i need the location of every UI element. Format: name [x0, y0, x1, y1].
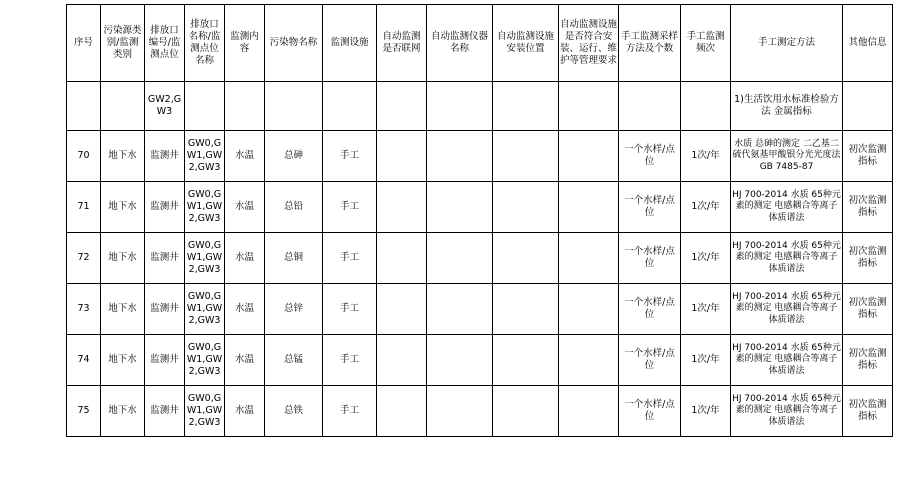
cell-manual-method: 水质 总砷的测定 二乙基二硫代氨基甲酸银分光光度法 GB 7485-87 [731, 131, 843, 182]
cell-auto-compliance [559, 182, 619, 233]
cell-auto-network [377, 284, 427, 335]
cell-auto-network [377, 182, 427, 233]
cell-pollutant-name: 总锰 [265, 335, 323, 386]
cell-other-info: 初次监测指标 [843, 131, 893, 182]
cell-auto-device-name [427, 284, 493, 335]
header-manual-method: 手工测定方法 [731, 5, 843, 82]
cell-source-type: 地下水 [101, 386, 145, 437]
header-manual-sampling: 手工监测采样方法及个数 [619, 5, 681, 82]
cell-outlet-code: GW2,GW3 [145, 82, 185, 131]
table-row [67, 386, 893, 437]
cell-monitor-content: 水温 [225, 131, 265, 182]
cell-auto-compliance [559, 131, 619, 182]
cell-auto-network [377, 131, 427, 182]
cell-auto-network [377, 233, 427, 284]
cell-outlet-name: GW0,GW1,GW2,GW3 [185, 386, 225, 437]
cell-other-info: 初次监测指标 [843, 335, 893, 386]
cell-manual-frequency: 1次/年 [681, 182, 731, 233]
cell-auto-network [377, 386, 427, 437]
cell-auto-compliance [559, 284, 619, 335]
header-source-type: 污染源类别/监测类别 [101, 5, 145, 82]
cell-outlet-name: GW0,GW1,GW2,GW3 [185, 182, 225, 233]
cell-manual-method: HJ 700-2014 水质 65种元素的测定 电感耦合等离子体质谱法 [731, 386, 843, 437]
cell-manual-sampling [619, 82, 681, 131]
cell-outlet-code: 监测井 [145, 284, 185, 335]
cell-manual-frequency: 1次/年 [681, 386, 731, 437]
cell-seq: 73 [67, 284, 101, 335]
cell-seq: 74 [67, 335, 101, 386]
cell-manual-frequency: 1次/年 [681, 233, 731, 284]
cell-monitor-content: 水温 [225, 284, 265, 335]
cell-other-info: 初次监测指标 [843, 386, 893, 437]
cell-pollutant-name [265, 82, 323, 131]
cell-auto-install-position [493, 182, 559, 233]
cell-outlet-code: 监测井 [145, 233, 185, 284]
table-row [67, 82, 893, 131]
cell-monitor-content [225, 82, 265, 131]
cell-pollutant-name: 总铁 [265, 386, 323, 437]
cell-source-type: 地下水 [101, 182, 145, 233]
table-row [67, 182, 893, 233]
header-auto-network: 自动监测是否联网 [377, 5, 427, 82]
cell-monitor-content: 水温 [225, 335, 265, 386]
cell-pollutant-name: 总铅 [265, 182, 323, 233]
header-monitor-facility: 监测设施 [323, 5, 377, 82]
cell-monitor-content: 水温 [225, 386, 265, 437]
cell-auto-install-position [493, 386, 559, 437]
cell-other-info: 初次监测指标 [843, 182, 893, 233]
header-manual-frequency: 手工监测频次 [681, 5, 731, 82]
cell-monitor-content: 水温 [225, 233, 265, 284]
cell-auto-compliance [559, 233, 619, 284]
cell-manual-sampling: 一个水样/点位 [619, 182, 681, 233]
cell-manual-frequency: 1次/年 [681, 131, 731, 182]
table-body [67, 82, 893, 437]
header-monitor-content: 监测内容 [225, 5, 265, 82]
header-outlet-name: 排放口名称/监测点位名称 [185, 5, 225, 82]
cell-seq: 75 [67, 386, 101, 437]
cell-monitor-content: 水温 [225, 182, 265, 233]
cell-manual-method: HJ 700-2014 水质 65种元素的测定 电感耦合等离子体质谱法 [731, 335, 843, 386]
cell-source-type: 地下水 [101, 131, 145, 182]
cell-monitor-facility: 手工 [323, 131, 377, 182]
cell-outlet-name: GW0,GW1,GW2,GW3 [185, 233, 225, 284]
table-header [67, 5, 893, 82]
cell-auto-device-name [427, 182, 493, 233]
cell-outlet-name [185, 82, 225, 131]
table-row [67, 233, 893, 284]
cell-auto-install-position [493, 233, 559, 284]
cell-manual-frequency [681, 82, 731, 131]
cell-auto-network [377, 335, 427, 386]
cell-manual-sampling: 一个水样/点位 [619, 233, 681, 284]
cell-manual-method: 1)生活饮用水标准检验方法 金属指标 [731, 82, 843, 131]
cell-auto-device-name [427, 335, 493, 386]
cell-monitor-facility: 手工 [323, 233, 377, 284]
cell-auto-device-name [427, 233, 493, 284]
cell-auto-compliance [559, 335, 619, 386]
cell-manual-method: HJ 700-2014 水质 65种元素的测定 电感耦合等离子体质谱法 [731, 182, 843, 233]
header-pollutant-name: 污染物名称 [265, 5, 323, 82]
cell-outlet-name: GW0,GW1,GW2,GW3 [185, 284, 225, 335]
cell-pollutant-name: 总砷 [265, 131, 323, 182]
cell-auto-device-name [427, 82, 493, 131]
header-row [67, 5, 893, 82]
cell-source-type: 地下水 [101, 233, 145, 284]
header-auto-compliance: 自动监测设施是否符合安装、运行、维护等管理要求 [559, 5, 619, 82]
cell-auto-install-position [493, 284, 559, 335]
cell-outlet-code: 监测井 [145, 386, 185, 437]
cell-manual-sampling: 一个水样/点位 [619, 335, 681, 386]
cell-manual-sampling: 一个水样/点位 [619, 131, 681, 182]
cell-pollutant-name: 总铜 [265, 233, 323, 284]
cell-monitor-facility: 手工 [323, 182, 377, 233]
cell-manual-method: HJ 700-2014 水质 65种元素的测定 电感耦合等离子体质谱法 [731, 233, 843, 284]
cell-other-info: 初次监测指标 [843, 233, 893, 284]
header-other-info: 其他信息 [843, 5, 893, 82]
cell-source-type [101, 82, 145, 131]
cell-auto-device-name [427, 131, 493, 182]
cell-seq: 70 [67, 131, 101, 182]
cell-auto-compliance [559, 82, 619, 131]
cell-manual-frequency: 1次/年 [681, 335, 731, 386]
cell-manual-sampling: 一个水样/点位 [619, 284, 681, 335]
cell-auto-install-position [493, 82, 559, 131]
monitoring-table [66, 4, 893, 437]
header-auto-device-name: 自动监测仪器名称 [427, 5, 493, 82]
cell-monitor-facility: 手工 [323, 335, 377, 386]
cell-other-info [843, 82, 893, 131]
cell-other-info: 初次监测指标 [843, 284, 893, 335]
cell-manual-sampling: 一个水样/点位 [619, 386, 681, 437]
cell-seq: 72 [67, 233, 101, 284]
cell-monitor-facility: 手工 [323, 284, 377, 335]
header-outlet-code: 排放口编号/监测点位 [145, 5, 185, 82]
table-row [67, 335, 893, 386]
cell-seq [67, 82, 101, 131]
cell-pollutant-name: 总锌 [265, 284, 323, 335]
cell-auto-compliance [559, 386, 619, 437]
cell-auto-network [377, 82, 427, 131]
cell-source-type: 地下水 [101, 284, 145, 335]
cell-auto-install-position [493, 335, 559, 386]
cell-outlet-name: GW0,GW1,GW2,GW3 [185, 335, 225, 386]
cell-outlet-code: 监测井 [145, 182, 185, 233]
cell-manual-frequency: 1次/年 [681, 284, 731, 335]
cell-outlet-name: GW0,GW1,GW2,GW3 [185, 131, 225, 182]
table-row [67, 284, 893, 335]
cell-auto-install-position [493, 131, 559, 182]
cell-outlet-code: 监测井 [145, 131, 185, 182]
cell-monitor-facility [323, 82, 377, 131]
header-seq: 序号 [67, 5, 101, 82]
header-auto-install-position: 自动监测设施安装位置 [493, 5, 559, 82]
cell-seq: 71 [67, 182, 101, 233]
cell-outlet-code: 监测井 [145, 335, 185, 386]
cell-source-type: 地下水 [101, 335, 145, 386]
cell-manual-method: HJ 700-2014 水质 65种元素的测定 电感耦合等离子体质谱法 [731, 284, 843, 335]
cell-auto-device-name [427, 386, 493, 437]
cell-monitor-facility: 手工 [323, 386, 377, 437]
table-row [67, 131, 893, 182]
